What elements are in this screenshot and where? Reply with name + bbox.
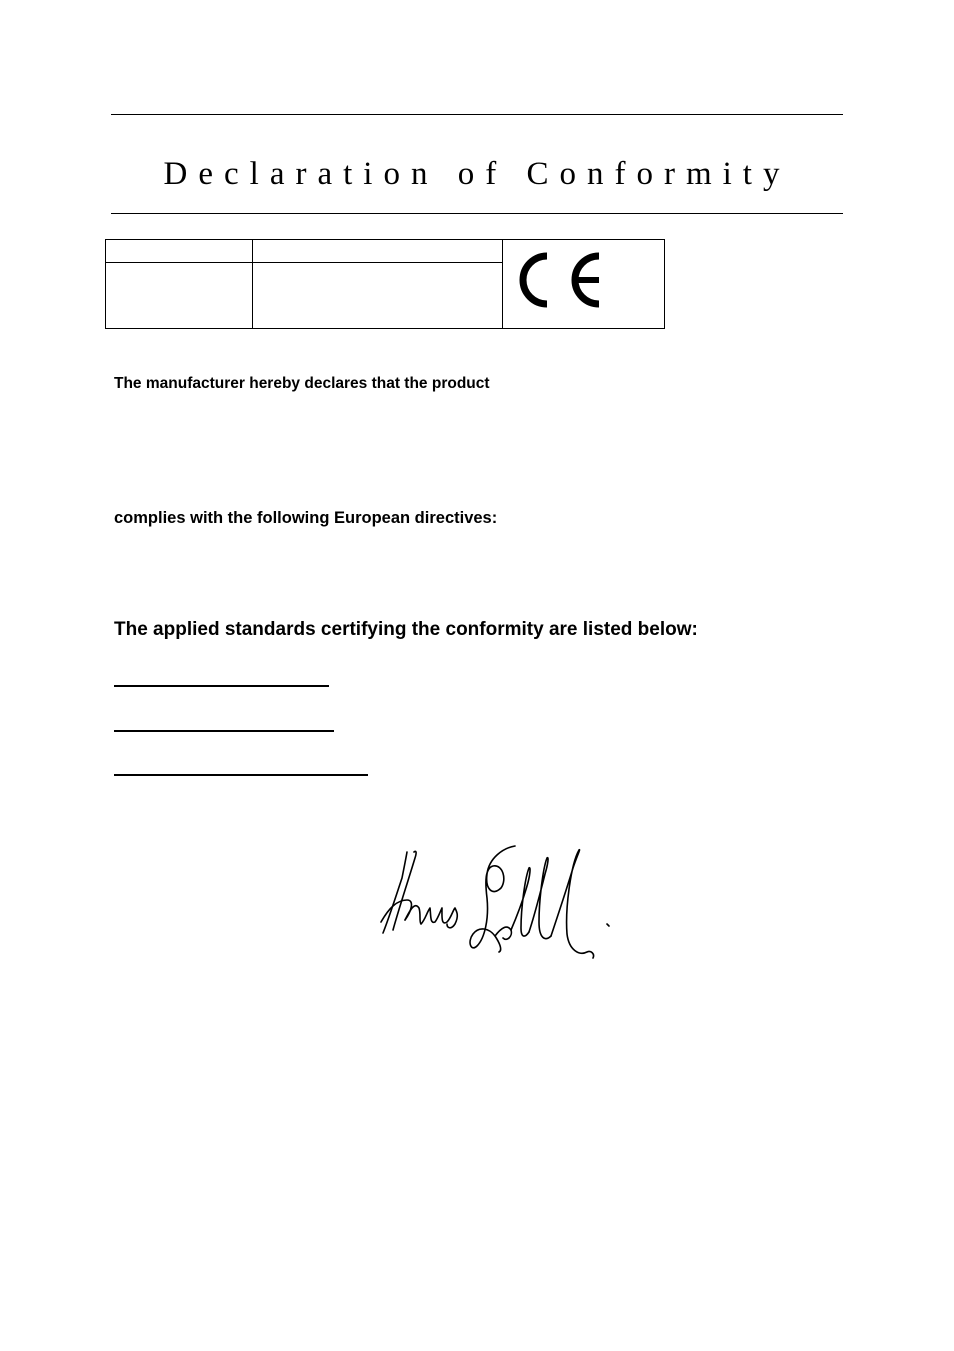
standard-entry [114,774,368,776]
declaration-statement: The manufacturer hereby declares that the product [114,375,490,392]
handwritten-signature-icon [375,838,615,963]
standard-entry [114,730,334,732]
standards-heading: The applied standards certifying the conformity are listed below: [114,619,698,640]
table-cell [253,263,503,329]
table-row [106,240,665,263]
standard-entry [114,685,329,687]
table-cell [253,240,503,263]
document-title: Declaration of Conformity [163,156,791,192]
directives-statement: complies with the following European directives: [114,509,498,527]
product-info-table [105,239,665,329]
table-cell [106,263,253,329]
ce-mark-icon [515,248,607,314]
ce-mark-cell [503,240,665,329]
table-cell [106,240,253,263]
bottom-rule [111,213,843,214]
top-rule [111,114,843,115]
